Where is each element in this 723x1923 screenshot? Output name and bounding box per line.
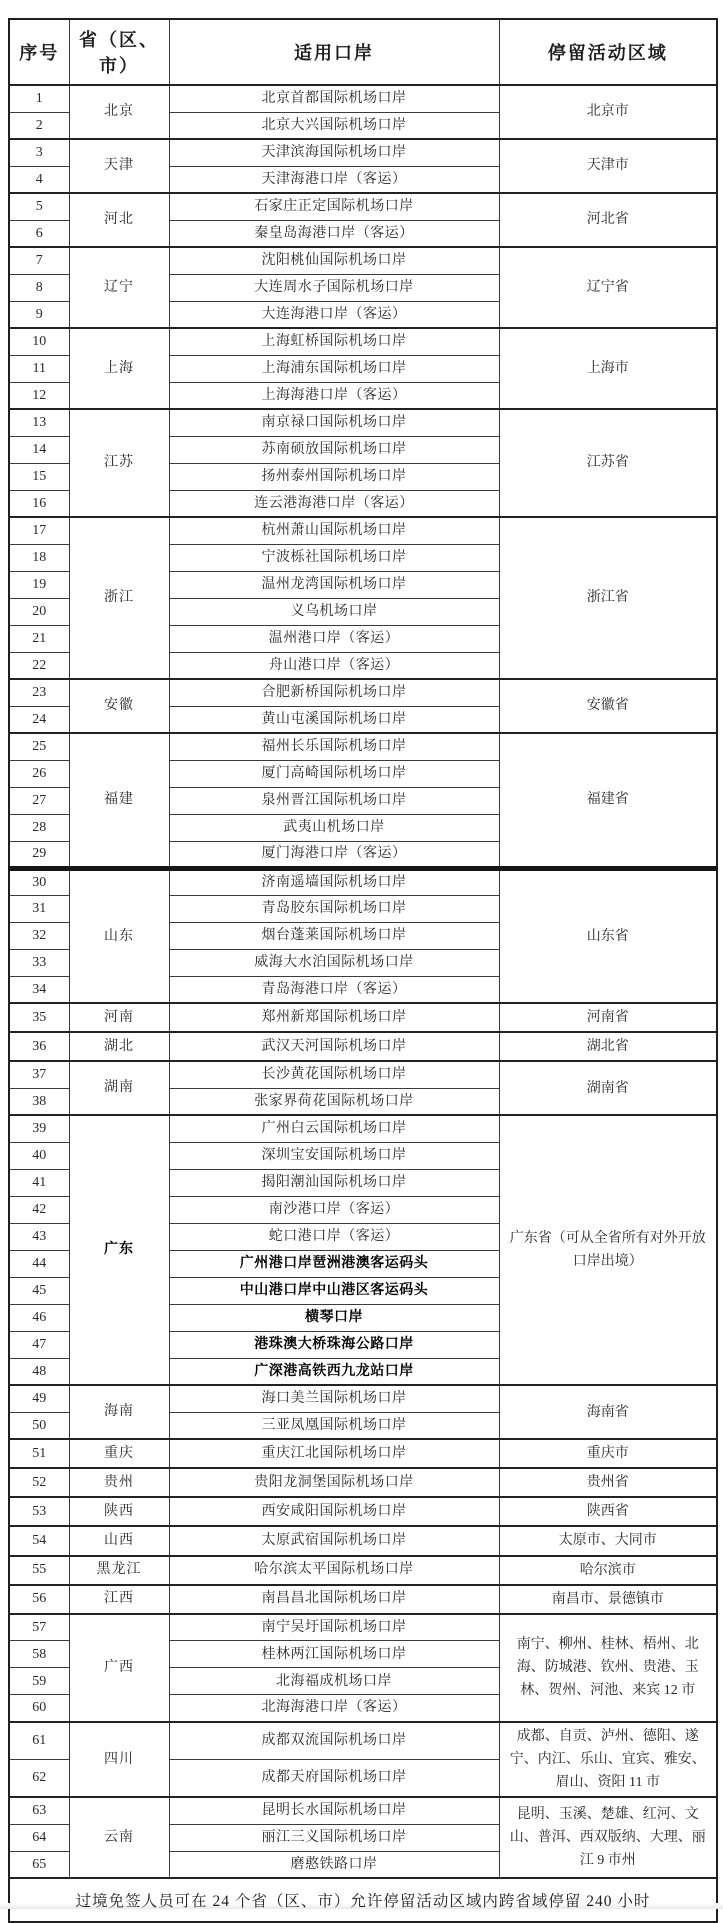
row-number-cell: 31 [9, 895, 69, 922]
province-cell: 陕西 [69, 1497, 169, 1526]
port-cell: 南沙港口岸（客运） [169, 1196, 499, 1223]
port-cell: 揭阳潮汕国际机场口岸 [169, 1169, 499, 1196]
row-number-cell: 38 [9, 1088, 69, 1115]
table-header-row [9, 19, 717, 85]
row-number-cell: 50 [9, 1412, 69, 1439]
port-cell: 昆明长水国际机场口岸 [169, 1797, 499, 1824]
table-row [9, 1722, 717, 1760]
row-number-cell: 6 [9, 220, 69, 247]
row-number-cell: 1 [9, 85, 69, 112]
port-cell: 上海海港口岸（客运） [169, 382, 499, 409]
province-cell: 上海 [69, 328, 169, 409]
province-cell: 黑龙江 [69, 1556, 169, 1585]
port-cell: 舟山港口岸（客运） [169, 652, 499, 679]
row-number-cell: 35 [9, 1003, 69, 1032]
port-cell: 重庆江北国际机场口岸 [169, 1439, 499, 1468]
region-cell: 上海市 [499, 328, 717, 409]
region-cell: 广东省（可从全省所有对外开放口岸出境） [499, 1115, 717, 1385]
province-cell: 山西 [69, 1526, 169, 1555]
row-number-cell: 3 [9, 139, 69, 166]
port-cell: 北京大兴国际机场口岸 [169, 112, 499, 139]
row-number-cell: 10 [9, 328, 69, 355]
port-cell: 大连周水子国际机场口岸 [169, 274, 499, 301]
row-number-cell: 33 [9, 949, 69, 976]
port-cell: 北海海港口岸（客运） [169, 1695, 499, 1722]
table-row [9, 1497, 717, 1526]
row-number-cell: 49 [9, 1385, 69, 1412]
region-cell: 辽宁省 [499, 247, 717, 328]
region-cell: 贵州省 [499, 1468, 717, 1497]
port-cell: 中山港口岸中山港区客运码头 [169, 1277, 499, 1304]
row-number-cell: 7 [9, 247, 69, 274]
region-cell: 成都、自贡、泸州、德阳、遂宁、内江、乐山、宜宾、雅安、眉山、资阳 11 市 [499, 1722, 717, 1797]
port-cell: 厦门高崎国际机场口岸 [169, 760, 499, 787]
row-number-cell: 42 [9, 1196, 69, 1223]
province-cell: 安徽 [69, 679, 169, 733]
row-number-cell: 56 [9, 1585, 69, 1614]
region-cell: 海南省 [499, 1385, 717, 1439]
footer-note: 过境免签人员可在 24 个省（区、市）允许停留活动区域内跨省域停留 240 小时 [9, 1878, 717, 1922]
region-cell: 安徽省 [499, 679, 717, 733]
port-cell: 苏南硕放国际机场口岸 [169, 436, 499, 463]
region-cell: 山东省 [499, 868, 717, 1003]
row-number-cell: 46 [9, 1304, 69, 1331]
table-row [9, 85, 717, 112]
port-cell: 石家庄正定国际机场口岸 [169, 193, 499, 220]
region-cell: 湖南省 [499, 1061, 717, 1115]
province-cell: 山东 [69, 868, 169, 1003]
table-row [9, 733, 717, 760]
province-cell: 广西 [69, 1614, 169, 1722]
port-cell: 南昌昌北国际机场口岸 [169, 1585, 499, 1614]
province-cell: 贵州 [69, 1468, 169, 1497]
table-row [9, 1439, 717, 1468]
row-number-cell: 27 [9, 787, 69, 814]
port-cell: 武汉天河国际机场口岸 [169, 1032, 499, 1061]
port-cell: 威海大水泊国际机场口岸 [169, 949, 499, 976]
row-number-cell: 29 [9, 841, 69, 868]
port-cell: 扬州泰州国际机场口岸 [169, 463, 499, 490]
province-cell: 云南 [69, 1797, 169, 1878]
row-number-cell: 28 [9, 814, 69, 841]
row-number-cell: 26 [9, 760, 69, 787]
row-number-cell: 62 [9, 1759, 69, 1797]
province-cell: 四川 [69, 1722, 169, 1797]
row-number-cell: 14 [9, 436, 69, 463]
table-row [9, 193, 717, 220]
col-header-region: 停留活动区域 [499, 19, 717, 85]
table-row [9, 1032, 717, 1061]
port-cell: 磨憨铁路口岸 [169, 1851, 499, 1878]
row-number-cell: 43 [9, 1223, 69, 1250]
port-cell: 烟台蓬莱国际机场口岸 [169, 922, 499, 949]
row-number-cell: 32 [9, 922, 69, 949]
row-number-cell: 47 [9, 1331, 69, 1358]
transit-visa-free-ports-table [8, 18, 718, 1923]
port-cell: 成都双流国际机场口岸 [169, 1722, 499, 1760]
row-number-cell: 39 [9, 1115, 69, 1142]
port-cell: 福州长乐国际机场口岸 [169, 733, 499, 760]
port-cell: 沈阳桃仙国际机场口岸 [169, 247, 499, 274]
port-cell: 宁波栎社国际机场口岸 [169, 544, 499, 571]
port-cell: 上海虹桥国际机场口岸 [169, 328, 499, 355]
region-cell: 昆明、玉溪、楚雄、红河、文山、普洱、西双版纳、大理、丽江 9 市州 [499, 1797, 717, 1878]
province-cell: 海南 [69, 1385, 169, 1439]
port-cell: 长沙黄花国际机场口岸 [169, 1061, 499, 1088]
table-row [9, 1003, 717, 1032]
row-number-cell: 22 [9, 652, 69, 679]
port-cell: 温州龙湾国际机场口岸 [169, 571, 499, 598]
row-number-cell: 59 [9, 1668, 69, 1695]
province-cell: 湖南 [69, 1061, 169, 1115]
table-row [9, 1614, 717, 1641]
region-cell: 南昌市、景德镇市 [499, 1585, 717, 1614]
row-number-cell: 9 [9, 301, 69, 328]
row-number-cell: 54 [9, 1526, 69, 1555]
port-cell: 厦门海港口岸（客运） [169, 841, 499, 868]
region-cell: 浙江省 [499, 517, 717, 679]
port-cell: 蛇口港口岸（客运） [169, 1223, 499, 1250]
port-cell: 温州港口岸（客运） [169, 625, 499, 652]
table-row [9, 1061, 717, 1088]
row-number-cell: 44 [9, 1250, 69, 1277]
port-cell: 广州港口岸琶洲港澳客运码头 [169, 1250, 499, 1277]
row-number-cell: 55 [9, 1556, 69, 1585]
row-number-cell: 51 [9, 1439, 69, 1468]
table-row [9, 1797, 717, 1824]
row-number-cell: 45 [9, 1277, 69, 1304]
row-number-cell: 61 [9, 1722, 69, 1760]
province-cell: 广东 [69, 1115, 169, 1385]
region-cell: 北京市 [499, 85, 717, 139]
port-cell: 天津海港口岸（客运） [169, 166, 499, 193]
region-cell: 哈尔滨市 [499, 1556, 717, 1585]
row-number-cell: 64 [9, 1824, 69, 1851]
port-cell: 秦皇岛海港口岸（客运） [169, 220, 499, 247]
port-cell: 义乌机场口岸 [169, 598, 499, 625]
row-number-cell: 30 [9, 868, 69, 895]
port-cell: 哈尔滨太平国际机场口岸 [169, 1556, 499, 1585]
col-header-province: 省（区、市） [69, 19, 169, 85]
port-cell: 广州白云国际机场口岸 [169, 1115, 499, 1142]
row-number-cell: 2 [9, 112, 69, 139]
table-row [9, 1115, 717, 1142]
region-cell: 江苏省 [499, 409, 717, 517]
port-cell: 上海浦东国际机场口岸 [169, 355, 499, 382]
region-cell: 太原市、大同市 [499, 1526, 717, 1555]
region-cell: 重庆市 [499, 1439, 717, 1468]
row-number-cell: 60 [9, 1695, 69, 1722]
port-cell: 大连海港口岸（客运） [169, 301, 499, 328]
row-number-cell: 13 [9, 409, 69, 436]
row-number-cell: 37 [9, 1061, 69, 1088]
province-cell: 北京 [69, 85, 169, 139]
row-number-cell: 19 [9, 571, 69, 598]
port-cell: 西安咸阳国际机场口岸 [169, 1497, 499, 1526]
row-number-cell: 34 [9, 976, 69, 1003]
port-cell: 南京禄口国际机场口岸 [169, 409, 499, 436]
row-number-cell: 57 [9, 1614, 69, 1641]
row-number-cell: 24 [9, 706, 69, 733]
col-header-ports: 适用口岸 [169, 19, 499, 85]
table-row [9, 1385, 717, 1412]
row-number-cell: 16 [9, 490, 69, 517]
row-number-cell: 18 [9, 544, 69, 571]
table-footer-row [9, 1878, 717, 1922]
port-cell: 海口美兰国际机场口岸 [169, 1385, 499, 1412]
province-cell: 福建 [69, 733, 169, 868]
row-number-cell: 36 [9, 1032, 69, 1061]
port-cell: 三亚凤凰国际机场口岸 [169, 1412, 499, 1439]
table-row [9, 139, 717, 166]
port-cell: 青岛胶东国际机场口岸 [169, 895, 499, 922]
row-number-cell: 58 [9, 1641, 69, 1668]
row-number-cell: 11 [9, 355, 69, 382]
port-cell: 黄山屯溪国际机场口岸 [169, 706, 499, 733]
port-cell: 武夷山机场口岸 [169, 814, 499, 841]
province-cell: 湖北 [69, 1032, 169, 1061]
table-row [9, 247, 717, 274]
port-cell: 港珠澳大桥珠海公路口岸 [169, 1331, 499, 1358]
port-cell: 贵阳龙洞堡国际机场口岸 [169, 1468, 499, 1497]
port-cell: 北海福成机场口岸 [169, 1668, 499, 1695]
port-cell: 连云港海港口岸（客运） [169, 490, 499, 517]
region-cell: 河南省 [499, 1003, 717, 1032]
port-cell: 合肥新桥国际机场口岸 [169, 679, 499, 706]
row-number-cell: 53 [9, 1497, 69, 1526]
table-row [9, 868, 717, 895]
region-cell: 湖北省 [499, 1032, 717, 1061]
row-number-cell: 20 [9, 598, 69, 625]
row-number-cell: 25 [9, 733, 69, 760]
table-row [9, 409, 717, 436]
province-cell: 浙江 [69, 517, 169, 679]
row-number-cell: 23 [9, 679, 69, 706]
col-header-seq: 序号 [9, 19, 69, 85]
row-number-cell: 8 [9, 274, 69, 301]
port-cell: 广深港高铁西九龙站口岸 [169, 1358, 499, 1385]
row-number-cell: 15 [9, 463, 69, 490]
port-cell: 成都天府国际机场口岸 [169, 1759, 499, 1797]
table-row [9, 679, 717, 706]
region-cell: 陕西省 [499, 1497, 717, 1526]
port-cell: 南宁吴圩国际机场口岸 [169, 1614, 499, 1641]
row-number-cell: 12 [9, 382, 69, 409]
row-number-cell: 17 [9, 517, 69, 544]
port-cell: 济南遥墙国际机场口岸 [169, 868, 499, 895]
province-cell: 江苏 [69, 409, 169, 517]
row-number-cell: 40 [9, 1142, 69, 1169]
table-row [9, 328, 717, 355]
row-number-cell: 5 [9, 193, 69, 220]
port-cell: 横琴口岸 [169, 1304, 499, 1331]
port-cell: 深圳宝安国际机场口岸 [169, 1142, 499, 1169]
row-number-cell: 4 [9, 166, 69, 193]
row-number-cell: 52 [9, 1468, 69, 1497]
row-number-cell: 65 [9, 1851, 69, 1878]
port-cell: 桂林两江国际机场口岸 [169, 1641, 499, 1668]
row-number-cell: 41 [9, 1169, 69, 1196]
table-row [9, 1556, 717, 1585]
province-cell: 河南 [69, 1003, 169, 1032]
port-cell: 杭州萧山国际机场口岸 [169, 517, 499, 544]
province-cell: 江西 [69, 1585, 169, 1614]
table-row [9, 1585, 717, 1614]
province-cell: 辽宁 [69, 247, 169, 328]
table-row [9, 517, 717, 544]
port-cell: 泉州晋江国际机场口岸 [169, 787, 499, 814]
province-cell: 天津 [69, 139, 169, 193]
table-row [9, 1468, 717, 1497]
table-row [9, 1526, 717, 1555]
row-number-cell: 21 [9, 625, 69, 652]
port-cell: 张家界荷花国际机场口岸 [169, 1088, 499, 1115]
row-number-cell: 48 [9, 1358, 69, 1385]
port-cell: 太原武宿国际机场口岸 [169, 1526, 499, 1555]
port-cell: 郑州新郑国际机场口岸 [169, 1003, 499, 1032]
province-cell: 重庆 [69, 1439, 169, 1468]
row-number-cell: 63 [9, 1797, 69, 1824]
region-cell: 河北省 [499, 193, 717, 247]
port-cell: 青岛海港口岸（客运） [169, 976, 499, 1003]
region-cell: 天津市 [499, 139, 717, 193]
port-cell: 丽江三义国际机场口岸 [169, 1824, 499, 1851]
region-cell: 南宁、柳州、桂林、梧州、北海、防城港、钦州、贵港、玉林、贺州、河池、来宾 12 市 [499, 1614, 717, 1722]
region-cell: 福建省 [499, 733, 717, 868]
province-cell: 河北 [69, 193, 169, 247]
port-cell: 天津滨海国际机场口岸 [169, 139, 499, 166]
port-cell: 北京首都国际机场口岸 [169, 85, 499, 112]
